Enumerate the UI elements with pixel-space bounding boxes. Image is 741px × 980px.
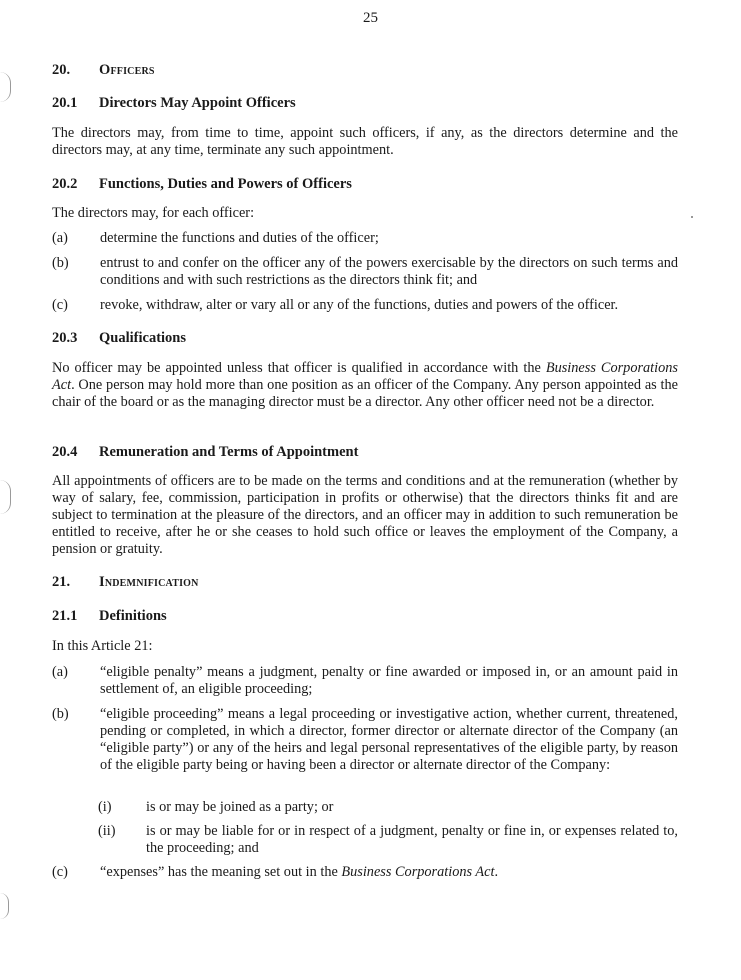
scan-margin-mark xyxy=(0,480,11,514)
scan-speck xyxy=(691,216,693,218)
list-item-text: “eligible proceeding” means a legal proceeding or investigative action, whether current, threatened, pending or completed, in which a director, former director or alternate director of the Company (an “eligible party”) or any of the heirs and legal personal representatives of the eligible party, by reason of the eligible party being or having been a director or alternate director of the Company: xyxy=(100,706,678,773)
list-item-text: “eligible penalty” means a judgment, penalty or fine awarded or imposed in, or an amount paid in settlement of, an eligible proceeding; xyxy=(100,664,678,697)
paragraph-20-4: All appointments of officers are to be made on the terms and conditions and at the remuneration (whether by way of salary, fee, commission, participation in profits or otherwise) that the directors thinks fit and are subject to termination at the pleasure of the directors, and an officer may in addition to such remuneration be entitled to receive, after he or she ceases to hold such office or leaves the employment of the Company, a pension or gratuity. xyxy=(52,473,678,557)
list-item xyxy=(52,664,678,698)
paragraph-20-2-intro: The directors may, for each officer: xyxy=(52,205,255,221)
section-heading-20-1 xyxy=(52,95,296,112)
paragraph-20-3 xyxy=(52,360,678,411)
list-item-text: determine the functions and duties of the officer; xyxy=(100,230,379,246)
section-title: Qualifications xyxy=(99,330,187,346)
section-heading-20-2 xyxy=(52,176,352,193)
section-heading-21-1 xyxy=(52,608,167,625)
list-item-label: (a) xyxy=(52,664,68,680)
section-heading-20 xyxy=(52,62,155,79)
list-item xyxy=(52,230,678,247)
section-number: 20. xyxy=(52,62,71,78)
sub-list-item-text: is or may be liable for or in respect of a judgment, penalty or fine in, or expenses related to, the proceeding; and xyxy=(146,823,678,856)
section-heading-20-3 xyxy=(52,330,186,347)
section-heading-21 xyxy=(52,574,199,591)
sub-list-item-label: (i) xyxy=(98,799,112,815)
sub-list-item-label: (ii) xyxy=(98,823,116,839)
section-title: Directors May Appoint Officers xyxy=(99,95,296,111)
paragraph-text: . One person may hold more than one position as an officer of the Company. Any person appointed as the chair of the board or as the managing director must be a director. Any other officer need not be a director. xyxy=(52,377,678,410)
section-number: 21. xyxy=(52,574,71,590)
list-item xyxy=(52,255,678,289)
statute-name: Business Corporations Act xyxy=(52,360,678,393)
scan-margin-mark xyxy=(0,893,9,919)
list-item xyxy=(52,864,678,881)
page-number: 25 xyxy=(363,10,378,26)
paragraph-text: No officer may be appointed unless that officer is qualified in accordance with the xyxy=(52,360,546,376)
paragraph-21-1-intro: In this Article 21: xyxy=(52,638,153,654)
section-title: Indemnification xyxy=(99,574,199,590)
list-item-text: revoke, withdraw, alter or vary all or any of the functions, duties and powers of the officer. xyxy=(100,297,619,313)
list-item-label: (b) xyxy=(52,255,69,271)
statute-name: Business Corporations Act xyxy=(341,864,495,880)
paragraph-20-1: The directors may, from time to time, appoint such officers, if any, as the directors determine and the directors may, at any time, terminate any such appointment. xyxy=(52,125,678,158)
list-item xyxy=(52,297,678,314)
sub-list-item xyxy=(98,799,678,816)
section-heading-20-4 xyxy=(52,444,358,461)
scan-margin-mark xyxy=(0,72,11,102)
section-title: Functions, Duties and Powers of Officers xyxy=(99,176,352,192)
list-item-text-part: . xyxy=(494,864,499,880)
sub-list-item-text: is or may be joined as a party; or xyxy=(146,799,334,815)
list-item-label: (c) xyxy=(52,297,68,313)
section-number: 20.2 xyxy=(52,176,78,192)
section-number: 20.4 xyxy=(52,444,78,460)
list-item-text-part: “expenses” has the meaning set out in the xyxy=(100,864,342,880)
section-title: Remuneration and Terms of Appointment xyxy=(99,444,359,460)
list-item-text xyxy=(100,864,678,881)
list-item-label: (b) xyxy=(52,706,69,722)
section-title: Definitions xyxy=(99,608,167,624)
list-item-text: entrust to and confer on the officer any of the powers exercisable by the directors on such terms and conditions and with such restrictions as the directors think fit; and xyxy=(100,255,678,288)
list-item xyxy=(52,706,678,774)
sub-list-item xyxy=(98,823,678,857)
section-number: 20.3 xyxy=(52,330,78,346)
list-item-label: (c) xyxy=(52,864,68,880)
section-title: Officers xyxy=(99,62,155,78)
section-number: 21.1 xyxy=(52,608,78,624)
section-number: 20.1 xyxy=(52,95,78,111)
list-item-label: (a) xyxy=(52,230,68,246)
